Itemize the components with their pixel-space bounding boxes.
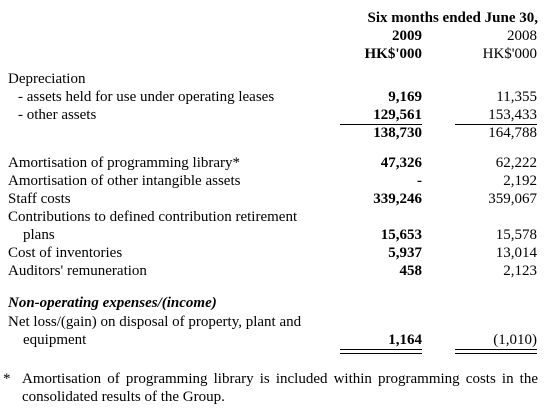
disposal-2008: (1,010) bbox=[493, 332, 537, 348]
operating-leases-label: - assets held for use under operating leases bbox=[18, 89, 275, 105]
footnote-text: Amortisation of programming library is included within programming costs in the consolidated results of the Group. bbox=[22, 371, 538, 405]
depreciation-subtotal-2009: 138,730 bbox=[373, 125, 422, 141]
other-assets-2009: 129,561 bbox=[373, 107, 422, 123]
year-2008-header: 2008 bbox=[507, 28, 537, 44]
disposal-label-line1: Net loss/(gain) on disposal of property, plant and bbox=[8, 314, 302, 330]
other-assets-2008: 153,433 bbox=[488, 107, 537, 123]
period-header: Six months ended June 30, bbox=[367, 10, 538, 26]
staff-2009: 339,246 bbox=[373, 191, 422, 207]
auditors-2009: 458 bbox=[399, 263, 422, 279]
inventories-2009: 5,937 bbox=[388, 245, 422, 261]
footnote-marker: * bbox=[3, 371, 11, 387]
retirement-2009: 15,653 bbox=[380, 227, 422, 243]
depreciation-label: Depreciation bbox=[8, 71, 86, 87]
intangible-label: Amortisation of other intangible assets bbox=[8, 173, 241, 189]
intangible-2008: 2,192 bbox=[503, 173, 537, 189]
unit-2009-header: HK$'000 bbox=[364, 46, 422, 62]
auditors-label: Auditors' remuneration bbox=[8, 263, 147, 279]
programming-2008: 62,222 bbox=[495, 155, 537, 171]
other-assets-label: - other assets bbox=[18, 107, 97, 123]
auditors-2008: 2,123 bbox=[503, 263, 537, 279]
intangible-2009: - bbox=[417, 173, 422, 189]
disposal-label-line2: equipment bbox=[23, 332, 87, 348]
year-2009-header: 2009 bbox=[392, 28, 422, 44]
operating-leases-2008: 11,355 bbox=[496, 89, 537, 105]
operating-leases-2009: 9,169 bbox=[388, 89, 422, 105]
total-double-rule-2008 bbox=[455, 349, 537, 354]
non-operating-heading: Non-operating expenses/(income) bbox=[8, 295, 217, 311]
unit-2008-header: HK$'000 bbox=[482, 46, 537, 62]
inventories-2008: 13,014 bbox=[495, 245, 537, 261]
staff-label: Staff costs bbox=[8, 191, 71, 207]
programming-2009: 47,326 bbox=[380, 155, 422, 171]
inventories-label: Cost of inventories bbox=[8, 245, 123, 261]
retirement-label-line1: Contributions to defined contribution retirement bbox=[8, 209, 298, 225]
disposal-2009: 1,164 bbox=[388, 332, 422, 348]
retirement-2008: 15,578 bbox=[495, 227, 537, 243]
retirement-label-line2: plans bbox=[23, 227, 55, 243]
depreciation-subtotal-2008: 164,788 bbox=[488, 125, 537, 141]
programming-label: Amortisation of programming library* bbox=[8, 155, 241, 171]
total-double-rule-2009 bbox=[340, 349, 422, 354]
staff-2008: 359,067 bbox=[488, 191, 537, 207]
